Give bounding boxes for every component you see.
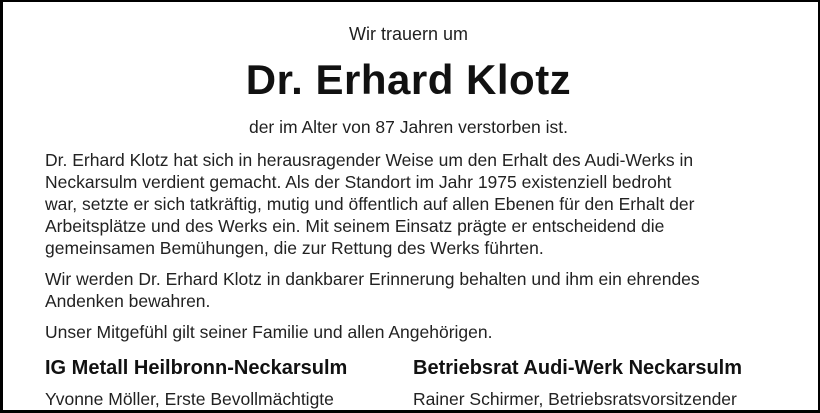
deceased-name-heading: Dr. Erhard Klotz bbox=[245, 56, 572, 103]
signature-org-name: IG Metall Heilbronn-Neckarsulm bbox=[45, 357, 348, 379]
signature-person-name: Rainer Schirmer, Betriebsratsvorsitzender bbox=[413, 389, 737, 409]
signature-section bbox=[45, 355, 772, 410]
signature-block-betriebsrat bbox=[413, 355, 772, 410]
signature-person-name: Yvonne Möller, Erste Bevollmächtigte bbox=[45, 389, 334, 409]
notice-body bbox=[45, 149, 772, 343]
mourning-intro-text: Wir trauern um bbox=[348, 24, 469, 44]
remembrance-paragraph: Wir werden Dr. Erhard Klotz in dankbarer Erinnerung behalten und ihm ein ehrendes Andenken bewahren. bbox=[45, 269, 700, 311]
death-age-subtitle: der im Alter von 87 Jahren verstorben ist. bbox=[248, 117, 569, 137]
signature-block-ig-metall bbox=[45, 355, 413, 410]
condolence-paragraph: Unser Mitgefühl gilt seiner Familie und allen Angehörigen. bbox=[45, 322, 493, 342]
tribute-paragraph: Dr. Erhard Klotz hat sich in herausragender Weise um den Erhalt des Audi-Werks in Neckarsulm verdient gemacht. Als der Standort im Jahr 1975 existenziell bedroht war, setzte er sich tatkräftig, mutig und öffentlich auf allen Ebenen für den Erhalt der Arbeitsplätze und des Werks ein. Mit seinem Einsatz prägte er entscheidend die gemeinsamen Bemühungen, die zur Rettung des Werks führten. bbox=[45, 150, 695, 258]
signature-org-name: Betriebsrat Audi-Werk Neckarsulm bbox=[413, 357, 743, 379]
